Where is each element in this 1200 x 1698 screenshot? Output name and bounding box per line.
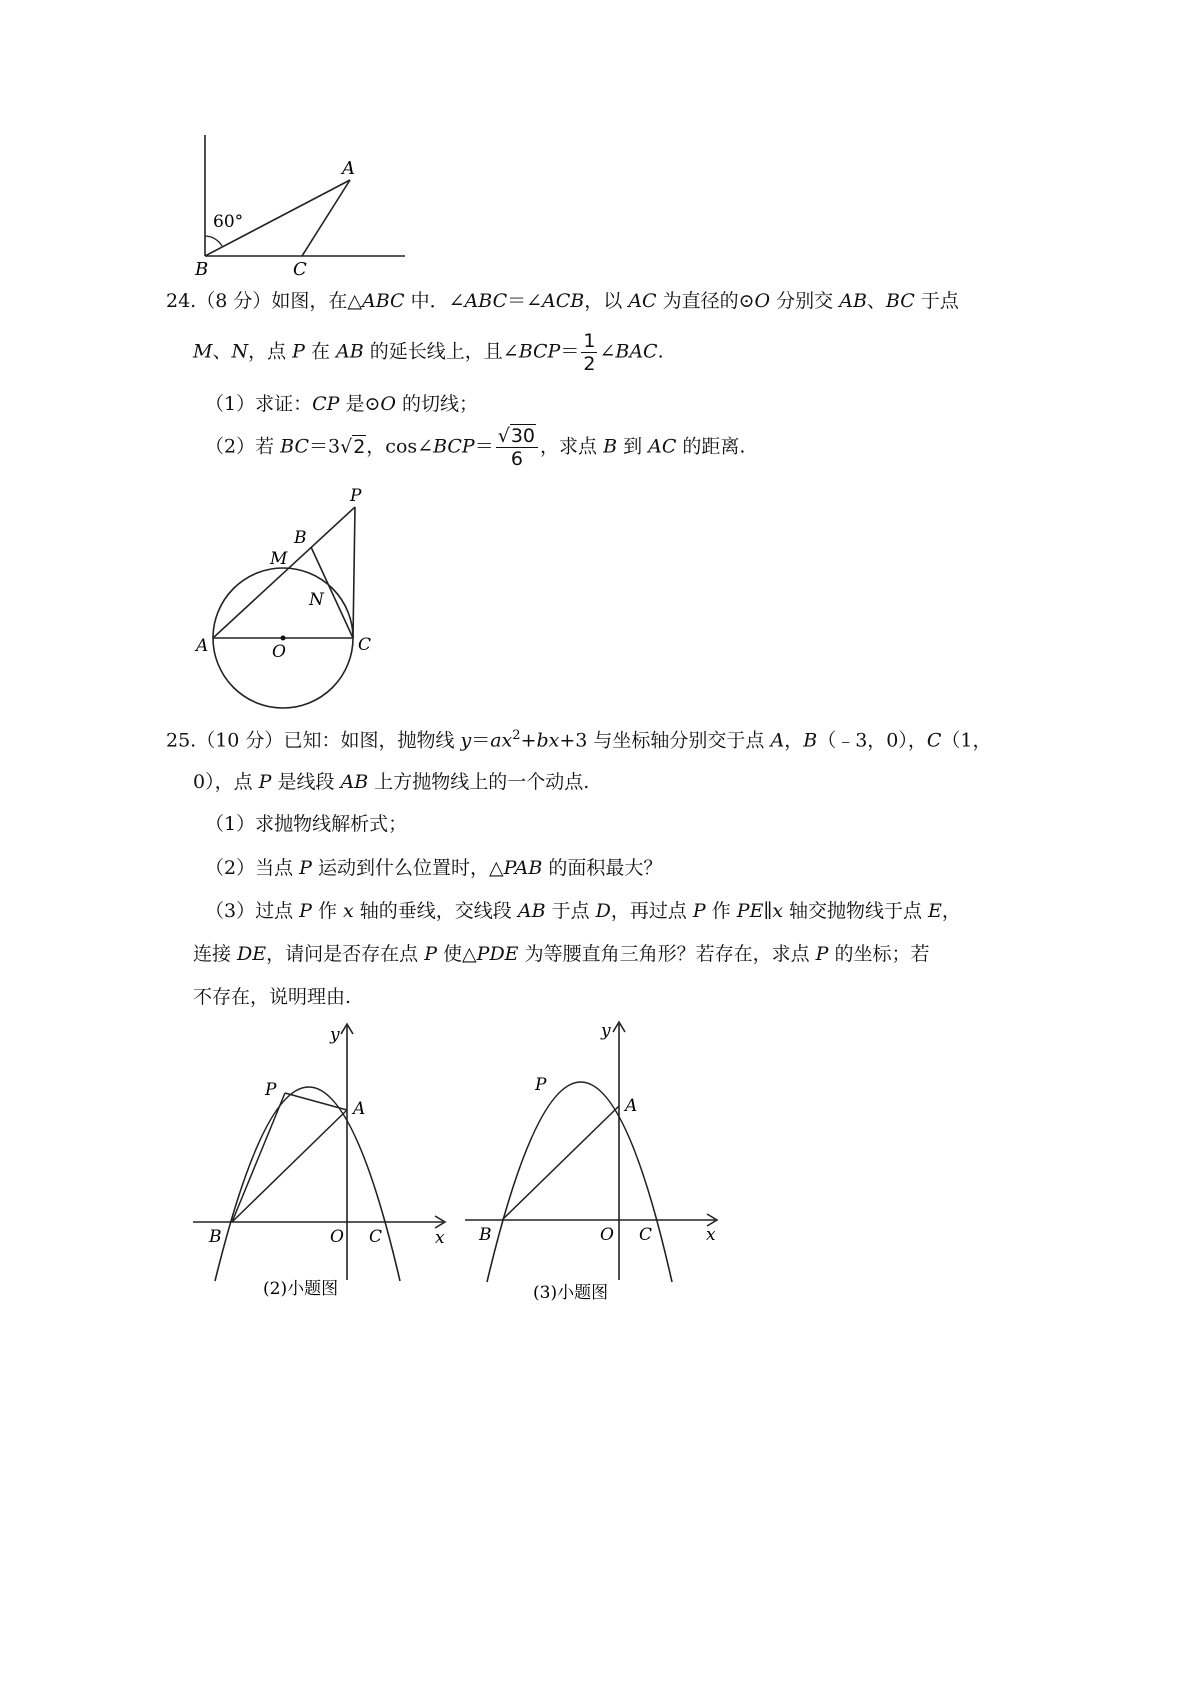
segment-pa <box>285 1093 347 1110</box>
label-n: N <box>309 590 324 610</box>
q24-text: （1）求证： <box>205 393 313 415</box>
q24-var: M <box>193 340 213 363</box>
q25-part-1 <box>205 813 407 836</box>
q25-text: 运动到什么位置时，△ <box>311 857 504 879</box>
q24-var: BCP <box>433 435 475 458</box>
q24-var: P <box>292 340 305 363</box>
q24-text: 在 <box>304 340 337 363</box>
q25-text: ，再过点 <box>610 900 693 922</box>
q24-var: O <box>754 290 771 312</box>
q24-text: ，以 <box>584 290 629 312</box>
q24-var: ACB <box>542 290 585 312</box>
figure-caption: (2)小题图 <box>263 1279 339 1299</box>
q25-text: 是线段 <box>271 771 341 793</box>
q25-text: 轴交抛物线于点 <box>782 900 929 922</box>
fraction-one-half <box>581 330 597 375</box>
q24-text: ＝3 <box>309 435 341 458</box>
label-o: O <box>330 1227 344 1247</box>
q25-text: （﹣3，0）， <box>817 729 927 752</box>
q24-var: CP <box>312 393 340 415</box>
q24-text: ＝ <box>474 435 494 458</box>
q24-var: AB <box>839 290 867 312</box>
q25-text: 上方抛物线上的一个动点. <box>368 771 590 793</box>
q25-text: 已知：如图，抛物线 <box>283 729 461 752</box>
label-a: A <box>625 1096 638 1116</box>
q25-text: 使△ <box>437 943 477 965</box>
parabola-curve <box>215 1087 400 1281</box>
q24-var: N <box>231 340 249 363</box>
figure-parabola-part3 <box>457 1010 732 1310</box>
q24-var: ABC <box>361 290 405 312</box>
q25-var: B <box>803 729 818 752</box>
q25-var: bx <box>536 729 560 752</box>
q25-var: PDE <box>476 943 519 965</box>
q25-text: （2）当点 <box>205 857 300 879</box>
radicand: 30 <box>510 425 536 447</box>
fraction-numerator: 1 <box>583 330 596 352</box>
q25-var: x <box>772 900 783 922</box>
q24-text: ，cos∠ <box>366 435 434 458</box>
q24-text: 、 <box>212 340 232 363</box>
fraction-denominator: 2 <box>583 353 596 375</box>
q24-text: 如图，在△ <box>271 290 362 312</box>
q25-var: C <box>926 729 942 752</box>
fraction-numerator: √30 <box>496 425 538 448</box>
q24-text: 于点 <box>914 290 959 312</box>
q25-var: y <box>460 729 472 752</box>
q24-text: ，点 <box>248 340 293 363</box>
q24-text: 分别交 <box>770 290 840 312</box>
q24-text: 的延长线上，且∠ <box>363 340 519 363</box>
label-p: P <box>265 1080 277 1100</box>
q24-line-2 <box>193 330 664 375</box>
q24-number: 24. <box>166 290 197 312</box>
sqrt-two: √2 <box>340 435 366 458</box>
q25-text: 0），点 <box>193 771 259 793</box>
q24-score: （8 分） <box>196 290 272 312</box>
segment-ac <box>302 180 350 256</box>
label-y: y <box>330 1025 340 1045</box>
label-c: C <box>639 1225 653 1245</box>
segment-bp <box>232 1093 285 1222</box>
q25-text: 不存在，说明理由. <box>193 986 352 1008</box>
q24-text: ＝ <box>560 340 580 363</box>
label-p: P <box>535 1075 547 1095</box>
q24-text: 中．∠ <box>404 290 465 312</box>
q25-text: （1， <box>941 729 992 752</box>
q25-text: （1）求抛物线解析式； <box>205 813 408 835</box>
q25-var: D <box>595 900 611 922</box>
q25-var: AB <box>517 900 546 922</box>
label-b: B <box>294 528 307 548</box>
q24-var: O <box>380 393 396 415</box>
q24-text: 的距离. <box>676 435 746 458</box>
segment-ba <box>502 1106 619 1220</box>
q25-text: 连接 <box>193 943 238 965</box>
label-x: x <box>706 1225 716 1245</box>
q25-text: 的面积最大？ <box>542 857 663 879</box>
q24-line-1 <box>166 290 959 313</box>
q25-text: ， <box>941 900 961 922</box>
q24-var: BC <box>885 290 915 312</box>
segment-cp <box>353 507 355 638</box>
q25-text: + <box>520 729 537 752</box>
q24-text: ∠ <box>599 340 616 363</box>
label-a: A <box>353 1099 366 1119</box>
q24-text: . <box>657 340 664 363</box>
q24-var: BCP <box>518 340 561 363</box>
q25-var: ax <box>490 729 513 752</box>
q25-part-2 <box>205 857 662 880</box>
figure-parabola-part2 <box>185 1018 460 1308</box>
q25-var: P <box>815 943 829 965</box>
q24-text: 的切线； <box>395 393 479 415</box>
fraction-sqrt30-over-6 <box>496 425 538 470</box>
q25-var: A <box>770 729 785 752</box>
q25-var: P <box>299 857 312 879</box>
figure-circle-tangent <box>190 485 390 710</box>
q25-score: （10 分） <box>196 729 284 752</box>
q25-text: ∥ <box>763 900 773 922</box>
label-o: O <box>600 1225 614 1245</box>
q24-var: AC <box>628 290 657 312</box>
q25-text: 作 <box>311 900 344 922</box>
q24-var: BAC <box>615 340 658 363</box>
q25-var: DE <box>237 943 267 965</box>
label-b: B <box>195 259 209 280</box>
q25-line-5 <box>193 986 351 1009</box>
exponent: 2 <box>512 728 521 743</box>
q25-text: 为等腰直角三角形？若存在，求点 <box>518 943 816 965</box>
label-c: C <box>369 1227 383 1247</box>
q24-var: BC <box>280 435 309 458</box>
q25-var: E <box>928 900 942 922</box>
figure-angle-60 <box>195 130 420 285</box>
label-o: O <box>272 642 286 662</box>
q25-line-2 <box>193 771 589 794</box>
q24-var: B <box>603 435 618 458</box>
q24-text: （2）若 <box>205 435 281 458</box>
label-b: B <box>479 1225 492 1245</box>
angle-arc <box>205 236 222 246</box>
fraction-denominator: 6 <box>510 448 523 470</box>
q24-var: AC <box>648 435 677 458</box>
q25-var: P <box>692 900 706 922</box>
label-m: M <box>270 549 288 569</box>
angle-label: 60° <box>213 212 244 232</box>
label-c: C <box>293 259 307 280</box>
q25-text: ，请问是否存在点 <box>266 943 425 965</box>
q25-text: 作 <box>705 900 737 922</box>
q25-var: AB <box>340 771 369 793</box>
q24-text: 为直径的⊙ <box>656 290 755 312</box>
figure-caption: (3)小题图 <box>533 1283 609 1303</box>
q25-var: P <box>258 771 272 793</box>
label-b: B <box>209 1227 222 1247</box>
q24-text: ，求点 <box>540 435 604 458</box>
q24-var: ABC <box>464 290 508 312</box>
label-p: P <box>350 486 362 506</box>
q24-text: 到 <box>617 435 649 458</box>
q24-part-2 <box>205 425 745 470</box>
q24-part-1 <box>205 393 478 416</box>
q25-var: P <box>424 943 437 965</box>
q25-text: +3 与坐标轴分别交于点 <box>559 729 771 752</box>
center-dot <box>281 636 286 641</box>
q25-var: PE <box>736 900 764 922</box>
q25-part-3 <box>205 900 961 923</box>
q25-text: 于点 <box>545 900 596 922</box>
q25-text: 轴的垂线，交线段 <box>353 900 518 922</box>
radicand: 2 <box>353 435 366 458</box>
line-ap <box>213 507 355 638</box>
q25-text: ＝ <box>471 729 491 752</box>
parabola-curve <box>487 1082 672 1282</box>
q25-line-1 <box>166 728 992 752</box>
q24-text: 、 <box>866 290 886 312</box>
label-c: C <box>358 635 372 655</box>
label-a: A <box>342 158 355 179</box>
q25-var: x <box>343 900 354 922</box>
q25-line-4 <box>193 943 929 966</box>
q24-text: ＝∠ <box>507 290 543 312</box>
label-x: x <box>435 1228 445 1248</box>
q25-text: （3）过点 <box>205 900 300 922</box>
q24-text: 是⊙ <box>339 393 381 415</box>
q25-var: PAB <box>503 857 543 879</box>
label-a: A <box>196 636 209 656</box>
label-y: y <box>601 1021 611 1041</box>
q25-number: 25. <box>166 729 197 752</box>
q25-text: 的坐标；若 <box>828 943 930 965</box>
q25-text: ， <box>784 729 804 752</box>
q24-var: AB <box>336 340 364 363</box>
q25-var: P <box>299 900 312 922</box>
